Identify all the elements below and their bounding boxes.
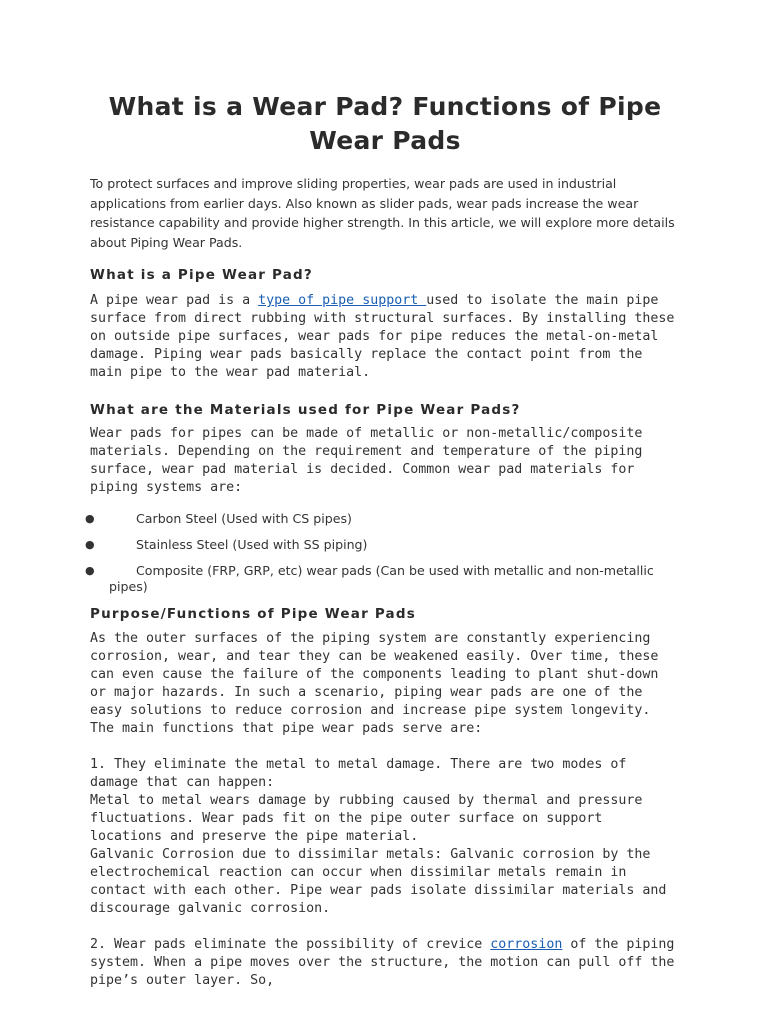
bullet-icon: ●: [85, 512, 95, 526]
paragraph-point-2: [90, 936, 680, 990]
point-1-galvanic-corrosion: Galvanic Corrosion due to dissimilar metals: Galvanic corrosion by the electrochemical reaction can occur when dissimilar metals remain in contact with each other. Pipe wear pads isolate dissimilar materials and discourage galvanic corrosion.: [90, 847, 667, 917]
paragraph-what-is-wear-pad: [90, 292, 680, 382]
intro-paragraph: To protect surfaces and improve sliding properties, wear pads are used in industrial applications from earlier days. Also known as slider pads, wear pads increase the wear resistance capability and provide higher strength. In this article, we will explore more details about Piping Wear Pads.: [90, 176, 675, 250]
list-item-text: Composite (FRP, GRP, etc) wear pads (Can be used with metallic and non-metallic pipes): [109, 563, 654, 595]
list-item: [85, 511, 680, 527]
bullet-icon: ●: [85, 538, 95, 552]
paragraph-text: used to isolate the main pipe surface from direct rubbing with structural surfaces. By installing these on outside pipe surfaces, wear pads for pipe reduces the metal-on-metal damage. Piping wear pads basically replace the contact point from the main pipe to the wear pad material.: [90, 293, 675, 381]
paragraph-text: of the piping system. When a pipe moves over the structure, the motion can pull off the pipe’s outer layer. So,: [90, 937, 675, 989]
paragraph-text: A pipe wear pad is a: [90, 293, 259, 309]
paragraph-text: 2. Wear pads eliminate the possibility of crevice: [90, 937, 491, 953]
link-type-of-pipe-support[interactable]: type of pipe support: [258, 293, 427, 309]
heading-materials: What are the Materials used for Pipe Wear Pads?: [90, 402, 521, 419]
paragraph-purpose: As the outer surfaces of the piping system are constantly experiencing corrosion, wear, and tear they can be weakened easily. Over time, these can even cause the failure of the components leading to plant shut-down or major hazards. In such a scenario, piping wear pads are one of the easy solutions to reduce corrosion and increase pipe system longevity. The main functions that pipe wear pads serve are:: [90, 631, 659, 737]
link-corrosion[interactable]: corrosion: [490, 937, 563, 953]
paragraph-materials: Wear pads for pipes can be made of metallic or non-metallic/composite materials. Depending on the requirement and temperature of the piping surface, wear pad material is decided. Common wear pad materials for piping systems are:: [90, 426, 643, 496]
list-item-text: Stainless Steel (Used with SS piping): [136, 537, 368, 553]
page-title: What is a Wear Pad? Functions of Pipe Wear Pads: [108, 92, 662, 155]
point-1-intro: 1. They eliminate the metal to metal damage. There are two modes of damage that can happen:: [90, 757, 627, 791]
point-1-metal-wear: Metal to metal wears damage by rubbing caused by thermal and pressure fluctuations. Wear pads fit on the pipe outer surface on support locations and preserve the pipe material.: [90, 793, 643, 845]
paragraph-point-1: [90, 756, 680, 918]
materials-list: [85, 511, 680, 595]
list-item: [85, 537, 680, 553]
list-item-text: Carbon Steel (Used with CS pipes): [136, 511, 352, 527]
bullet-icon: ●: [85, 564, 95, 578]
heading-purpose-functions: Purpose/Functions of Pipe Wear Pads: [90, 606, 416, 623]
list-item: [85, 563, 680, 595]
heading-what-is-wear-pad: What is a Pipe Wear Pad?: [90, 267, 313, 284]
